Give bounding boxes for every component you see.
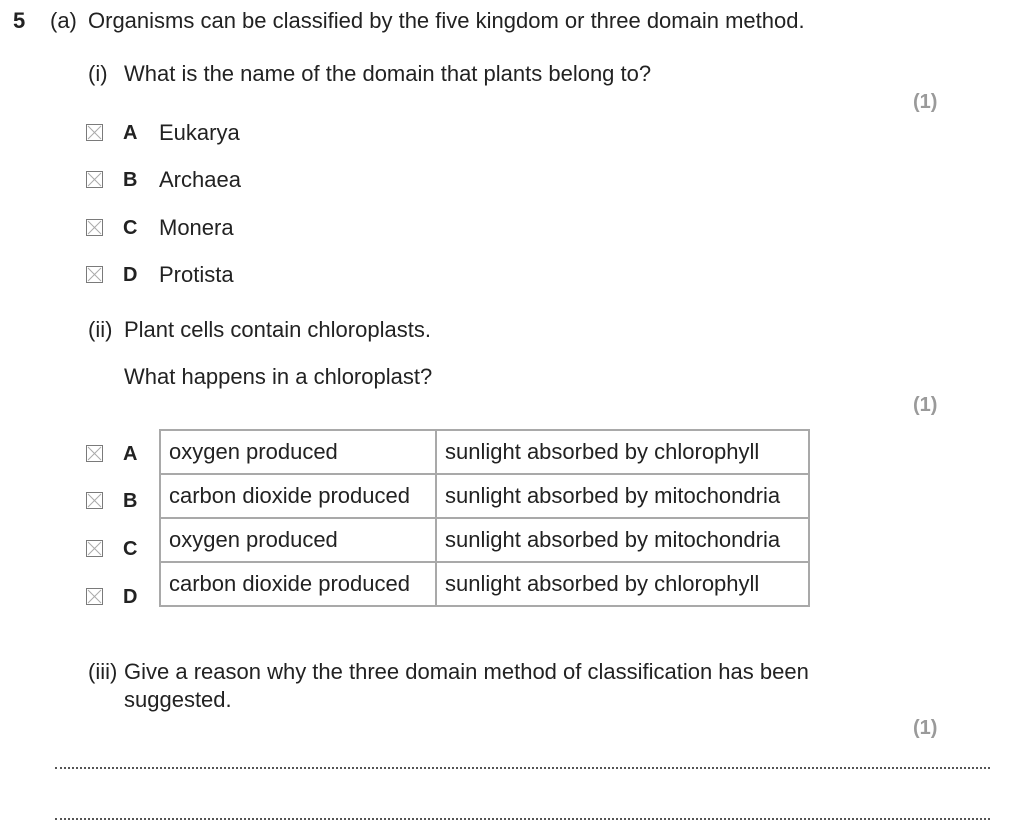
subquestion-i-text: What is the name of the domain that plants belong to? (124, 61, 652, 86)
table-cell: oxygen produced (160, 430, 436, 474)
question-number: 5 (13, 8, 26, 33)
question-stem: Organisms can be classified by the five kingdom or three domain method. (88, 8, 805, 33)
option-text: Eukarya (159, 120, 240, 145)
checkbox-option-c[interactable] (86, 540, 103, 557)
option-letter: A (123, 443, 138, 465)
checkbox-option-c[interactable] (86, 219, 103, 236)
table-cell: sunlight absorbed by mitochondria (436, 474, 809, 518)
option-letter: D (123, 264, 138, 286)
table-cell: sunlight absorbed by chlorophyll (436, 430, 809, 474)
option-letter: A (123, 122, 138, 144)
table-row (160, 518, 809, 562)
table-row (160, 474, 809, 518)
option-text: Archaea (159, 167, 241, 192)
option-letter: D (123, 586, 138, 608)
option-letter: C (123, 217, 138, 239)
subquestion-iii-text-1: Give a reason why the three domain method of classification has been (124, 659, 809, 684)
option-text: Monera (159, 215, 234, 240)
option-letter: B (123, 490, 138, 512)
checkbox-option-a[interactable] (86, 445, 103, 462)
checkbox-option-d[interactable] (86, 266, 103, 283)
option-letter: B (123, 169, 138, 191)
checkbox-option-a[interactable] (86, 124, 103, 141)
subquestion-ii-text-2: What happens in a chloroplast? (124, 364, 433, 389)
table-row (160, 562, 809, 606)
subquestion-ii-label: (ii) (88, 317, 113, 342)
subquestion-iii-text-2: suggested. (124, 687, 232, 712)
question-part-label: (a) (50, 8, 77, 33)
option-letter: C (123, 538, 138, 560)
table-cell: sunlight absorbed by mitochondria (436, 518, 809, 562)
answer-line[interactable] (55, 767, 990, 769)
subquestion-iii-label: (iii) (88, 659, 118, 684)
subquestion-iii-marks: (1) (913, 717, 938, 739)
option-text: Protista (159, 262, 234, 287)
table-row (160, 430, 809, 474)
answer-line[interactable] (55, 818, 990, 820)
checkbox-option-b[interactable] (86, 492, 103, 509)
checkbox-option-b[interactable] (86, 171, 103, 188)
table-cell: oxygen produced (160, 518, 436, 562)
table-cell: carbon dioxide produced (160, 474, 436, 518)
table-cell: sunlight absorbed by chlorophyll (436, 562, 809, 606)
subquestion-ii-marks: (1) (913, 394, 938, 416)
checkbox-option-d[interactable] (86, 588, 103, 605)
subquestion-i-label: (i) (88, 61, 108, 86)
options-table (159, 429, 810, 607)
table-cell: carbon dioxide produced (160, 562, 436, 606)
subquestion-i-marks: (1) (913, 91, 938, 113)
subquestion-ii-text-1: Plant cells contain chloroplasts. (124, 317, 431, 342)
